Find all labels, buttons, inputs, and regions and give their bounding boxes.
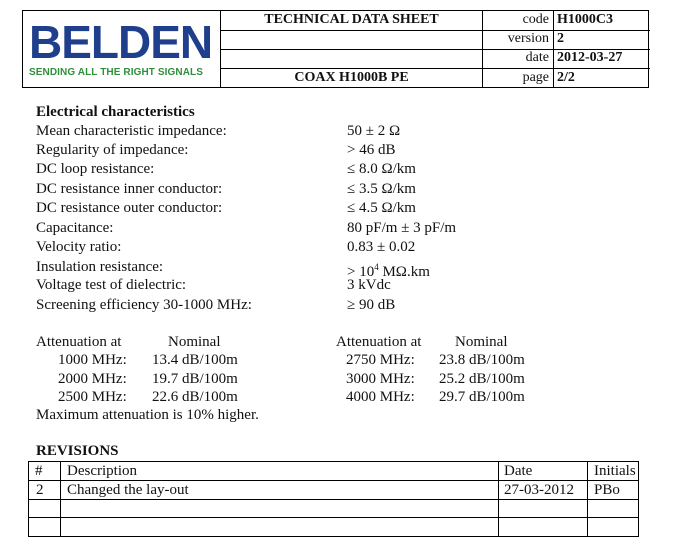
column-header: # xyxy=(35,463,43,479)
spec-value: 0.83 ± 0.02 xyxy=(347,239,416,255)
version-value: 2 xyxy=(557,31,564,46)
attenuation-frequency: 2000 MHz: xyxy=(58,371,127,387)
logo-wordmark: BELDEN xyxy=(29,16,213,68)
column-header: Date xyxy=(504,463,533,479)
spec-value: 3 kVdc xyxy=(347,277,391,293)
spec-value: > 46 dB xyxy=(347,142,396,158)
attenuation-value: 13.4 dB/100m xyxy=(152,352,238,368)
spec-label: DC resistance outer conductor: xyxy=(36,200,223,216)
revision-number: 2 xyxy=(36,482,44,498)
spec-label: Mean characteristic impedance: xyxy=(36,123,227,139)
attenuation-value: 19.7 dB/100m xyxy=(152,371,238,387)
attenuation-header-nominal: Nominal xyxy=(455,334,508,350)
version-label: version xyxy=(507,31,549,46)
code-value: H1000C3 xyxy=(557,12,613,27)
page-value: 2/2 xyxy=(557,70,575,85)
attenuation-value: 23.8 dB/100m xyxy=(439,352,525,368)
attenuation-frequency: 2500 MHz: xyxy=(58,389,127,405)
revision-description: Changed the lay-out xyxy=(67,482,189,498)
spec-label: DC loop resistance: xyxy=(36,161,155,177)
code-label: code xyxy=(522,12,549,27)
revisions-table xyxy=(28,461,639,537)
date-value: 2012-03-27 xyxy=(557,50,623,65)
spec-label: Velocity ratio: xyxy=(36,239,122,255)
spec-value: 80 pF/m ± 3 pF/m xyxy=(347,220,457,236)
sheet-title: TECHNICAL DATA SHEET xyxy=(264,12,439,27)
attenuation-frequency: 1000 MHz: xyxy=(58,352,127,368)
spec-value: ≤ 3.5 Ω/km xyxy=(347,181,416,197)
spec-value: ≤ 8.0 Ω/km xyxy=(347,161,416,177)
spec-label: Screening efficiency 30-1000 MHz: xyxy=(36,297,252,313)
attenuation-note: Maximum attenuation is 10% higher. xyxy=(36,407,259,423)
attenuation-frequency: 3000 MHz: xyxy=(346,371,415,387)
page-label: page xyxy=(522,70,549,85)
attenuation-header-label: Attenuation at xyxy=(336,334,422,350)
belden-logo xyxy=(23,11,220,88)
date-label: date xyxy=(525,50,549,65)
spec-label: Insulation resistance: xyxy=(36,259,164,275)
column-header: Initials xyxy=(594,463,636,479)
spec-label: Regularity of impedance: xyxy=(36,142,189,158)
attenuation-header-label: Attenuation at xyxy=(36,334,122,350)
attenuation-value: 22.6 dB/100m xyxy=(152,389,238,405)
spec-value: ≥ 90 dB xyxy=(347,297,396,313)
spec-label: Capacitance: xyxy=(36,220,114,236)
attenuation-header-nominal: Nominal xyxy=(168,334,221,350)
revision-initials: PBo xyxy=(594,482,620,498)
insulation-value-unit: MΩ.km xyxy=(378,264,430,280)
spec-label: DC resistance inner conductor: xyxy=(36,181,223,197)
attenuation-value: 25.2 dB/100m xyxy=(439,371,525,387)
spec-value: ≤ 4.5 Ω/km xyxy=(347,200,416,216)
insulation-value-base: > 10 xyxy=(347,264,375,280)
spec-label: Voltage test of dielectric: xyxy=(36,277,187,293)
attenuation-value: 29.7 dB/100m xyxy=(439,389,525,405)
header-block xyxy=(22,10,649,88)
revision-date: 27-03-2012 xyxy=(504,482,574,498)
column-header: Description xyxy=(67,463,137,479)
divider xyxy=(29,517,638,518)
divider xyxy=(220,30,650,31)
attenuation-frequency: 4000 MHz: xyxy=(346,389,415,405)
insulation-exponent: 4 xyxy=(374,262,379,272)
section-heading-revisions: REVISIONS xyxy=(36,443,119,459)
spec-value: 50 ± 2 Ω xyxy=(347,123,401,139)
attenuation-frequency: 2750 MHz: xyxy=(346,352,415,368)
product-name: COAX H1000B PE xyxy=(294,70,409,85)
logo-tagline: SENDING ALL THE RIGHT SIGNALS xyxy=(29,67,204,78)
section-heading-electrical: Electrical characteristics xyxy=(36,104,195,120)
